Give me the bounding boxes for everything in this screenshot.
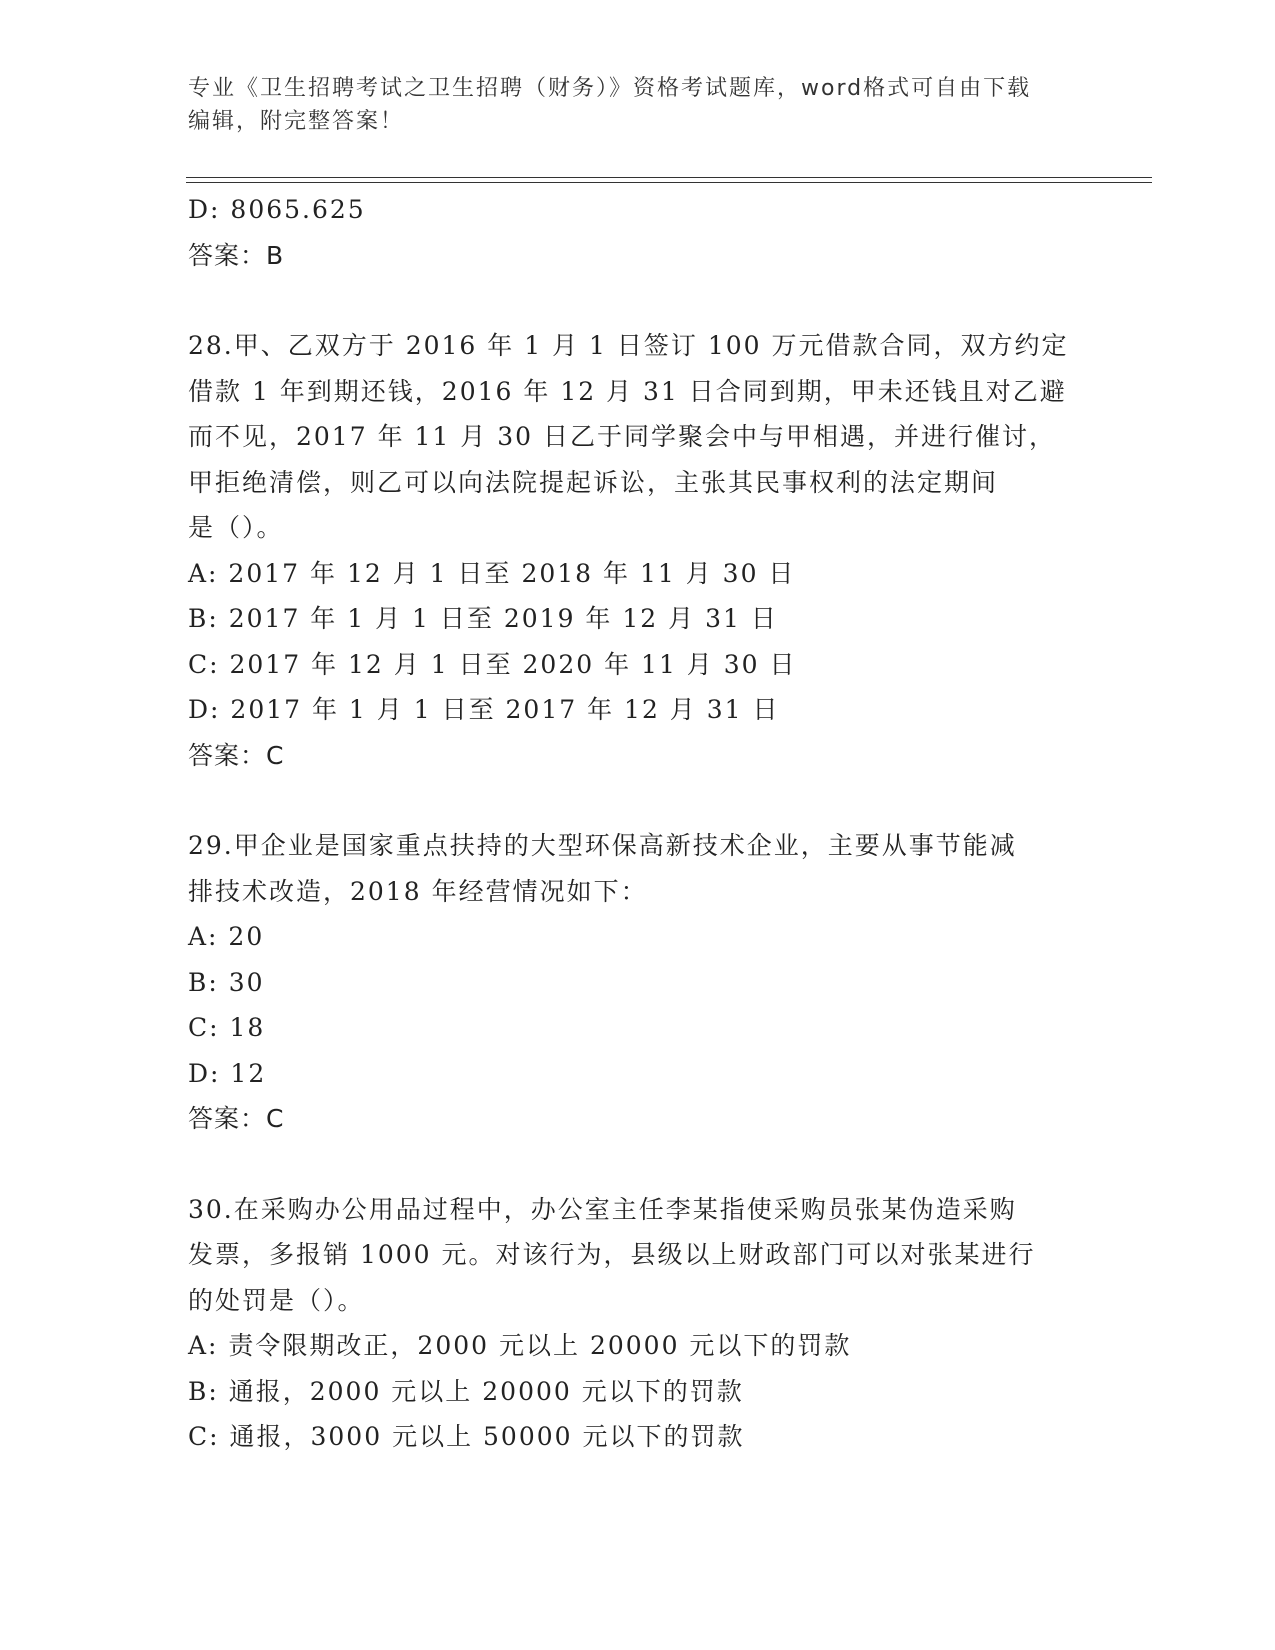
question-stem-line: 是（）。 (188, 513, 284, 542)
question-content (188, 187, 1088, 1460)
question-stem-line: 30.在采购办公用品过程中，办公室主任李某指使采购员张某伪造采购 (188, 1194, 1017, 1224)
header-line-1: 专业《卫生招聘考试之卫生招聘（财务）》资格考试题库，word格式可自由下载 (188, 76, 1032, 101)
question-stem-line: 的处罚是（）。 (188, 1285, 365, 1315)
option-d: D: 8065.625 (188, 195, 366, 224)
header-line-2: 编辑，附完整答案！ (188, 109, 405, 134)
option-b: B: 2017 年 1 月 1 日至 2019 年 12 月 31 日 (188, 604, 778, 633)
spacer (188, 1142, 1088, 1187)
spacer (188, 278, 1088, 323)
answer-line: 答案：B (188, 240, 285, 270)
question-28 (188, 323, 1088, 778)
header-divider-bottom (186, 182, 1152, 183)
question-29 (188, 823, 1088, 1142)
previous-question-tail (188, 187, 1088, 278)
option-c: C: 通报，3000 元以上 50000 元以下的罚款 (188, 1422, 745, 1451)
option-a: A: 2017 年 12 月 1 日至 2018 年 11 月 30 日 (188, 558, 796, 588)
question-stem-line: 借款 1 年到期还钱，2016 年 12 月 31 日合同到期，甲未还钱且对乙避 (188, 376, 1067, 406)
document-header (188, 72, 1078, 138)
question-stem-line: 29.甲企业是国家重点扶持的大型环保高新技术企业，主要从事节能减 (188, 831, 1017, 860)
option-b: B: 通报，2000 元以上 20000 元以下的罚款 (188, 1376, 744, 1406)
answer-line: 答案：C (188, 740, 285, 770)
question-stem-line: 而不见，2017 年 11 月 30 日乙于同学聚会中与甲相遇，并进行催讨， (188, 422, 1056, 451)
option-c: C: 18 (188, 1013, 266, 1042)
option-d: D: 2017 年 1 月 1 日至 2017 年 12 月 31 日 (188, 695, 780, 724)
question-stem-line: 排技术改造，2018 年经营情况如下： (188, 876, 648, 906)
option-d: D: 12 (188, 1058, 267, 1088)
question-stem-line: 28.甲、乙双方于 2016 年 1 月 1 日签订 100 万元借款合同，双方约定 (188, 331, 1069, 360)
option-b: B: 30 (188, 967, 265, 997)
question-stem-line: 发票，多报销 1000 元。对该行为，县级以上财政部门可以对张某进行 (188, 1240, 1036, 1269)
question-stem-line: 甲拒绝清偿，则乙可以向法院提起诉讼，主张其民事权利的法定期间 (188, 467, 999, 497)
option-a: A: 20 (188, 922, 265, 951)
header-divider-top (186, 177, 1152, 178)
spacer (188, 778, 1088, 823)
option-a: A: 责令限期改正，2000 元以上 20000 元以下的罚款 (188, 1331, 852, 1360)
answer-line: 答案：C (188, 1104, 285, 1133)
question-30 (188, 1187, 1088, 1460)
option-c: C: 2017 年 12 月 1 日至 2020 年 11 月 30 日 (188, 649, 797, 679)
